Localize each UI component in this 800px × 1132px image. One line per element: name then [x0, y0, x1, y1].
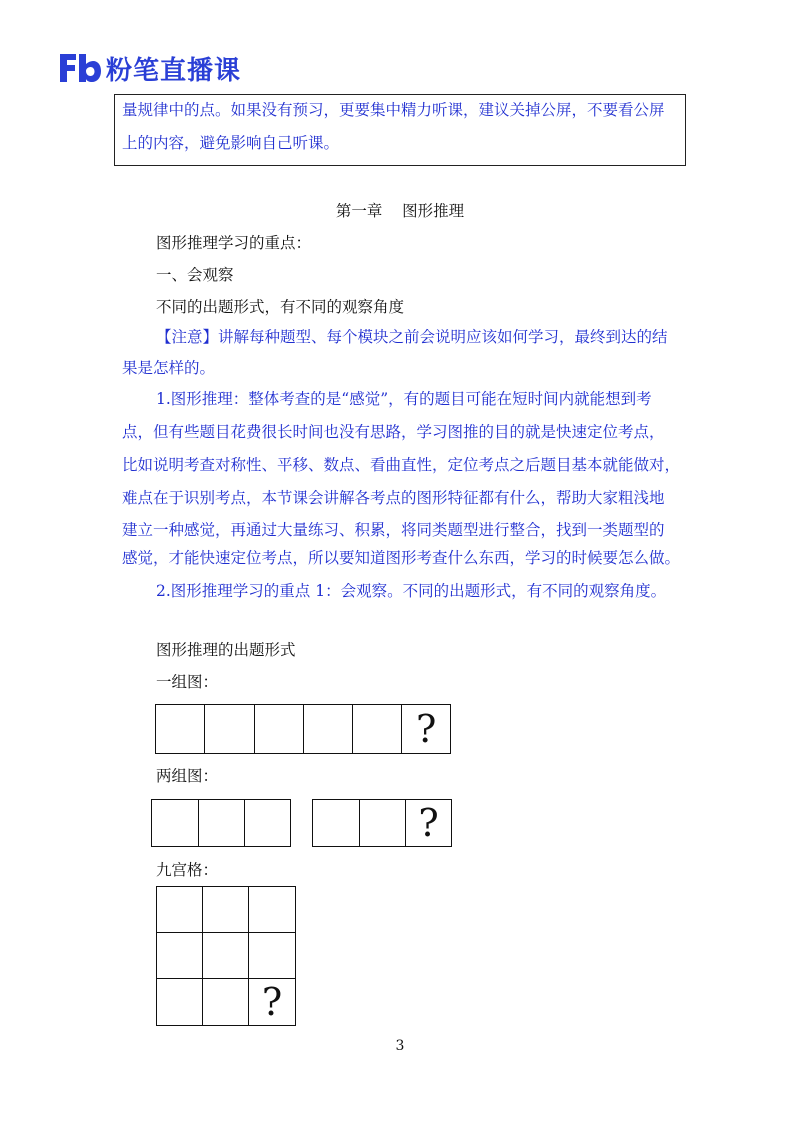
note-paragraph-line-1: 【注意】讲解每种题型、每个模块之前会说明应该如何学习，最终到达的结: [156, 328, 668, 346]
question-mark: ?: [416, 707, 437, 751]
chapter-title: 第一章 图形推理: [335, 202, 465, 220]
grid-cell: [249, 887, 295, 933]
item1-line-3: 比如说明考查对称性、平移、数点、看曲直性，定位考点之后题目基本就能做对，: [122, 456, 681, 474]
question-mark: ?: [418, 801, 439, 845]
figure-cell: [255, 705, 304, 753]
item1-line-1: 1.图形推理：整体考查的是“感觉”，有的题目可能在短时间内就能想到考: [156, 390, 652, 408]
grid-cell: [203, 887, 249, 933]
one-group-figure: [155, 704, 451, 754]
figure-cell-answer: [406, 800, 451, 846]
two-group-figure-left: [151, 799, 291, 847]
figure-cell: [313, 800, 360, 846]
forms-title: 图形推理的出题形式: [156, 641, 296, 659]
item1-line-5: 建立一种感觉，再通过大量练习、积累，将同类题型进行整合，找到一类题型的: [122, 521, 665, 539]
two-group-label: 两组图：: [156, 767, 219, 785]
paragraph-observe: 一、会观察: [156, 266, 234, 284]
brand-logo: [56, 46, 241, 90]
grid-cell: [249, 933, 295, 979]
grid-cell: [203, 979, 249, 1025]
item1-line-2: 点，但有些题目花费很长时间也没有思路，学习图推的目的就是快速定位考点，: [122, 423, 665, 441]
paragraph-angles: 不同的出题形式，有不同的观察角度: [156, 298, 405, 316]
note-box-line-1: 量规律中的点。如果没有预习，更要集中精力听课，建议关掉公屏，不要看公屏: [122, 101, 665, 119]
brand-name: 粉笔直播课: [106, 55, 242, 86]
item2-line: 2.图形推理学习的重点 1：会观察。不同的出题形式，有不同的观察角度。: [156, 582, 667, 600]
grid-cell: [157, 887, 203, 933]
paragraph-focus: 图形推理学习的重点：: [156, 234, 312, 252]
figure-cell-answer: [402, 705, 450, 753]
figure-cell: [245, 800, 290, 846]
grid-cell: [157, 933, 203, 979]
nine-grid-label: 九宫格：: [156, 861, 219, 879]
page-number: 3: [395, 1038, 405, 1054]
note-paragraph-line-2: 果是怎样的。: [122, 359, 216, 377]
grid-cell-answer: [249, 979, 295, 1025]
figure-cell: [152, 800, 199, 846]
question-mark: ?: [261, 980, 283, 1024]
figure-cell: [360, 800, 407, 846]
figure-cell: [205, 705, 254, 753]
grid-cell: [157, 979, 203, 1025]
one-group-label: 一组图：: [156, 673, 219, 691]
item1-line-4: 难点在于识别考点，本节课会讲解各考点的图形特征都有什么，帮助大家粗浅地: [122, 489, 665, 507]
grid-cell: [203, 933, 249, 979]
figure-cell: [304, 705, 353, 753]
note-box-line-2: 上的内容，避免影响自己听课。: [122, 134, 340, 152]
figure-cell: [199, 800, 246, 846]
nine-grid-figure: [156, 886, 296, 1026]
figure-cell: [353, 705, 402, 753]
item1-line-6: 感觉，才能快速定位考点，所以要知道图形考查什么东西，学习的时候要怎么做。: [122, 549, 681, 567]
fb-logo-icon: [56, 50, 102, 86]
figure-cell: [156, 705, 205, 753]
two-group-figure-right: [312, 799, 452, 847]
